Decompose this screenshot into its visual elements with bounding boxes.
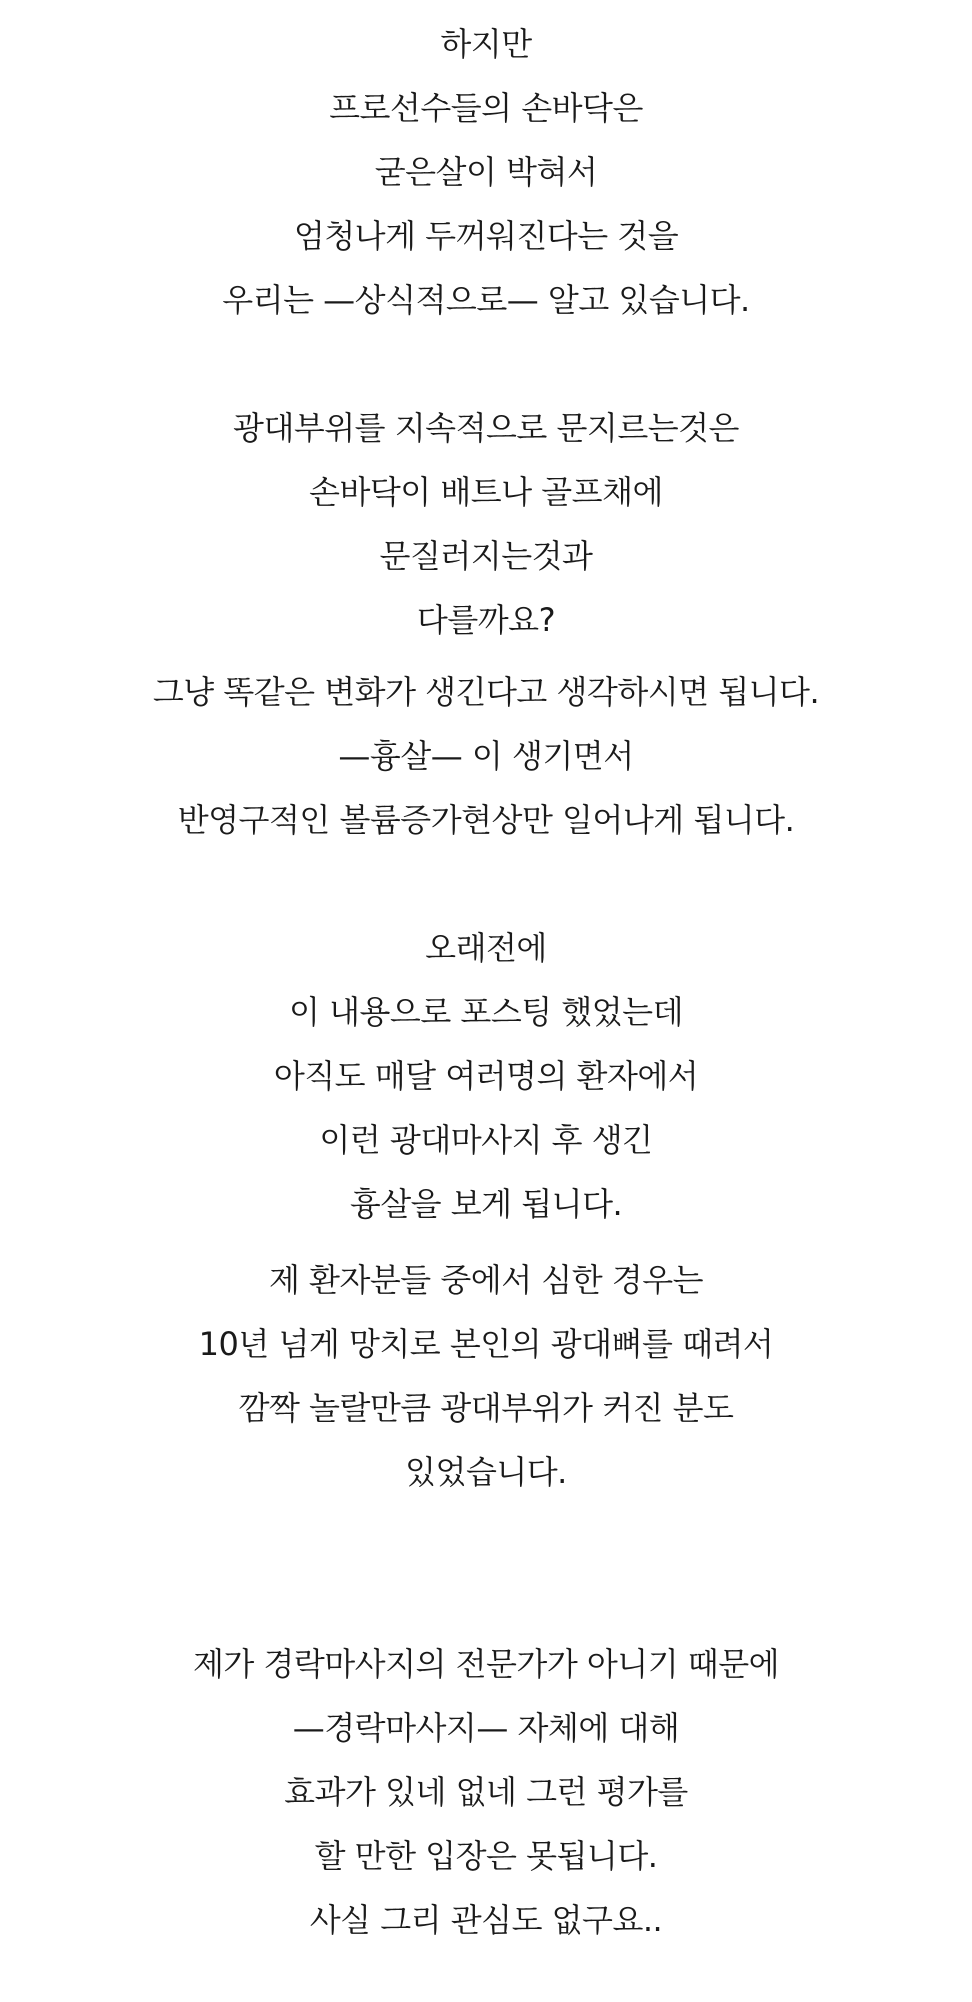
text-line: 반영구적인 볼륨증가현상만 일어나게 됩니다. xyxy=(177,801,795,839)
text-line: 10년 넘게 망치로 본인의 광대뼈를 때려서 xyxy=(198,1325,774,1363)
text-line: 이 내용으로 포스팅 했었는데 xyxy=(289,993,683,1031)
text-line: 다를까요? xyxy=(416,601,556,639)
text-line: 아직도 매달 여러명의 환자에서 xyxy=(273,1057,699,1095)
text-line: 깜짝 놀랄만큼 광대부위가 커진 분도 xyxy=(238,1389,734,1427)
text-line: 할 만한 입장은 못됩니다. xyxy=(314,1837,658,1875)
text-line: 제 환자분들 중에서 심한 경우는 xyxy=(268,1261,704,1299)
text-line: 우리는 —상식적으로— 알고 있습니다. xyxy=(222,281,750,319)
text-line: 손바닥이 배트나 골프채에 xyxy=(309,473,663,511)
text-line: —경락마사지— 자체에 대해 xyxy=(292,1709,680,1747)
text-line: 오래전에 xyxy=(425,929,547,967)
text-line: 효과가 있네 없네 그런 평가를 xyxy=(284,1773,688,1811)
text-line: 이런 광대마사지 후 생긴 xyxy=(319,1121,653,1159)
text-line: 사실 그리 관심도 없구요.. xyxy=(309,1901,663,1939)
text-line: 문질러지는것과 xyxy=(379,537,593,575)
text-line: 하지만 xyxy=(440,25,532,63)
text-line: 굳은살이 박혀서 xyxy=(374,153,598,191)
text-line: 있었습니다. xyxy=(405,1453,567,1491)
text-line: —흉살— 이 생기면서 xyxy=(338,737,634,775)
text-line: 엄청나게 두꺼워진다는 것을 xyxy=(293,217,679,255)
text-line: 프로선수들의 손바닥은 xyxy=(329,89,643,127)
text-line: 광대부위를 지속적으로 문지르는것은 xyxy=(233,409,739,447)
text-line: 흉살을 보게 됩니다. xyxy=(349,1185,623,1223)
text-line: 그냥 똑같은 변화가 생긴다고 생각하시면 됩니다. xyxy=(152,673,820,711)
text-line: 제가 경락마사지의 전문가가 아니기 때문에 xyxy=(192,1645,780,1683)
